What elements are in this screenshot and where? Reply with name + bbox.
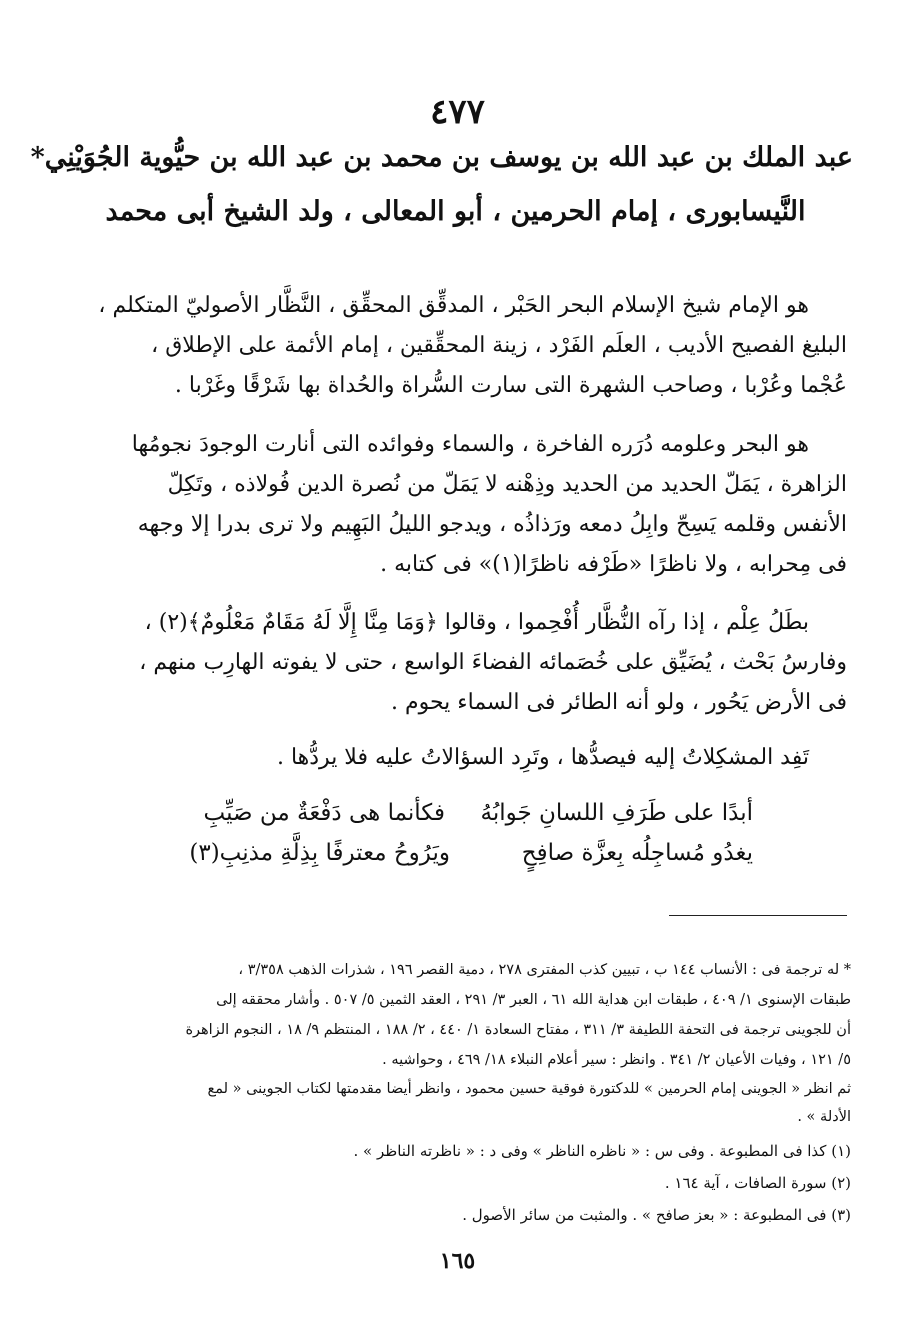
paragraph-line: تَفِد المشكِلاتُ إليه فيصدُّها ، وتَرِد السؤالاتُ عليه فلا يردُّها . xyxy=(276,745,809,770)
paragraph-line: هو البحر وعلومه دُرَره الفاخرة ، والسماء وفوائده التى أنارت الوجودَ نجومُها xyxy=(131,432,809,457)
paragraph-line: فى مِحرابه ، ولا ناظرًا «طَرْفه ناظرًا(١)» فى كتابه . xyxy=(380,552,847,577)
footnote-biography-sources xyxy=(66,955,851,1075)
paragraph-line: البليغ الفصيح الأديب ، العلَم الفَرْد ، زينة المحقِّقين ، إمام الأئمة على الإطلاق ، xyxy=(151,333,847,358)
footnote-line: أن للجوينى ترجمة فى التحفة اللطيفة ٣/ ٣١١ ، مفتاح السعادة ١/ ٤٤٠ ، ٢/ ١٨٨ ، المنتظم ٩/ ١٨ ، النجوم الزاهرة xyxy=(185,1022,851,1038)
paragraph-line: هو الإمام شيخ الإسلام البحر الحَبْر ، المدقِّق المحقِّق ، النَّظَّار الأصوليّ المتكلم ، xyxy=(98,293,809,318)
footnote-line: طبقات الإسنوى ١/ ٤٠٩ ، طبقات ابن هداية الله ٦١ ، العبر ٣/ ٢٩١ ، العقد الثمين ٥/ ٥٠٧ . وأشار محققه إلى xyxy=(216,992,851,1008)
paragraph-line: الأنفس وقلمه يَسِحّ وابِلُ دمعه ورَذاذُه ، ويدجو الليلُ البَهِيم ولا ترى بدرا إلا وجهه xyxy=(137,512,847,537)
entry-number: ٤٧٧ xyxy=(430,92,485,132)
paragraph-line: وفارسُ بَحْث ، يُضَيِّق على خُصَمائه الفضاءَ الواسع ، حتى لا يفوته الهارِب منهم ، xyxy=(139,650,847,675)
paragraph-2 xyxy=(67,425,847,585)
footnote-line: * له ترجمة فى : الأنساب ١٤٤ ب ، تبيين كذب المفترى ٢٧٨ ، دمية القصر ١٩٦ ، شذرات الذهب ٣/٣٥٨ ، xyxy=(238,962,851,978)
paragraph-1 xyxy=(67,286,847,406)
verse-2-first-hemistich: يغدُو مُساجِلُه بِعزَّة صافِحٍ xyxy=(521,840,753,866)
footnote-1: (١) كذا فى المطبوعة . وفى س : « ناظره الناظر » وفى د : « ناظرته الناظر » . xyxy=(353,1142,851,1160)
verse-1-second-hemistich: فكأنما هى دَفْعَةٌ من صَيِّبِ xyxy=(203,800,445,826)
paragraph-line: فى الأرض يَحُور ، ولو أنه الطائر فى السماء يحوم . xyxy=(391,690,847,715)
paragraph-line: عُجْما وعُرْبا ، وصاحب الشهرة التى سارت السُّراة والحُداة بها شَرْقًا وغَرْبا . xyxy=(174,373,847,398)
entry-title-line-2: النَّيسابورى ، إمام الحرمين ، أبو المعالى ، ولد الشيخ أبى محمد xyxy=(105,196,806,227)
paragraph-4 xyxy=(67,738,847,778)
footnote-divider xyxy=(669,915,847,916)
entry-title-line-1: عبد الملك بن عبد الله بن يوسف بن محمد بن عبد الله بن حيُّوية الجُوَيْنِي* xyxy=(30,142,853,173)
footnote-line: ثم انظر « الجوينى إمام الحرمين » للدكتورة فوقية حسين محمود ، وانظر أيضا مقدمتها لكتاب الجوينى « لمع xyxy=(207,1081,851,1097)
page-number: ١٦٥ xyxy=(439,1248,476,1274)
paragraph-3 xyxy=(67,603,847,723)
footnote-3: (٣) فى المطبوعة : « بعز صافح » . والمثبت من سائر الأصول . xyxy=(462,1206,851,1224)
paragraph-line: الزاهرة ، يَمَلّ الحديد من الحديد وذِهْنه لا يَمَلّ من نُصرة الدين فُولاذه ، وتَكِلّ xyxy=(167,472,847,497)
paragraph-line: بطَلُ عِلْم ، إذا رآه النُّظَّار أُفْحِموا ، وقالوا ﴿وَمَا مِنَّا إِلَّا لَهُ مَقَامٌ مَعْلُومٌ﴾(٢) ، xyxy=(144,610,809,635)
verse-1-first-hemistich: أبدًا على طَرَفِ اللسانِ جَوابُهُ xyxy=(480,800,753,826)
footnote-line: ٥/ ١٢١ ، وفيات الأعيان ٢/ ٣٤١ . وانظر : سير أعلام النبلاء ١٨/ ٤٦٩ ، وحواشيه . xyxy=(382,1052,851,1068)
footnote-further-reading xyxy=(66,1075,851,1131)
verse-2-second-hemistich: ويَرُوحُ معترفًا بِذِلَّةِ مذنِبِ(٣) xyxy=(189,840,450,866)
footnote-2: (٢) سورة الصافات ، آية ١٦٤ . xyxy=(664,1174,851,1192)
footnote-line: الأدلة » . xyxy=(797,1109,851,1125)
